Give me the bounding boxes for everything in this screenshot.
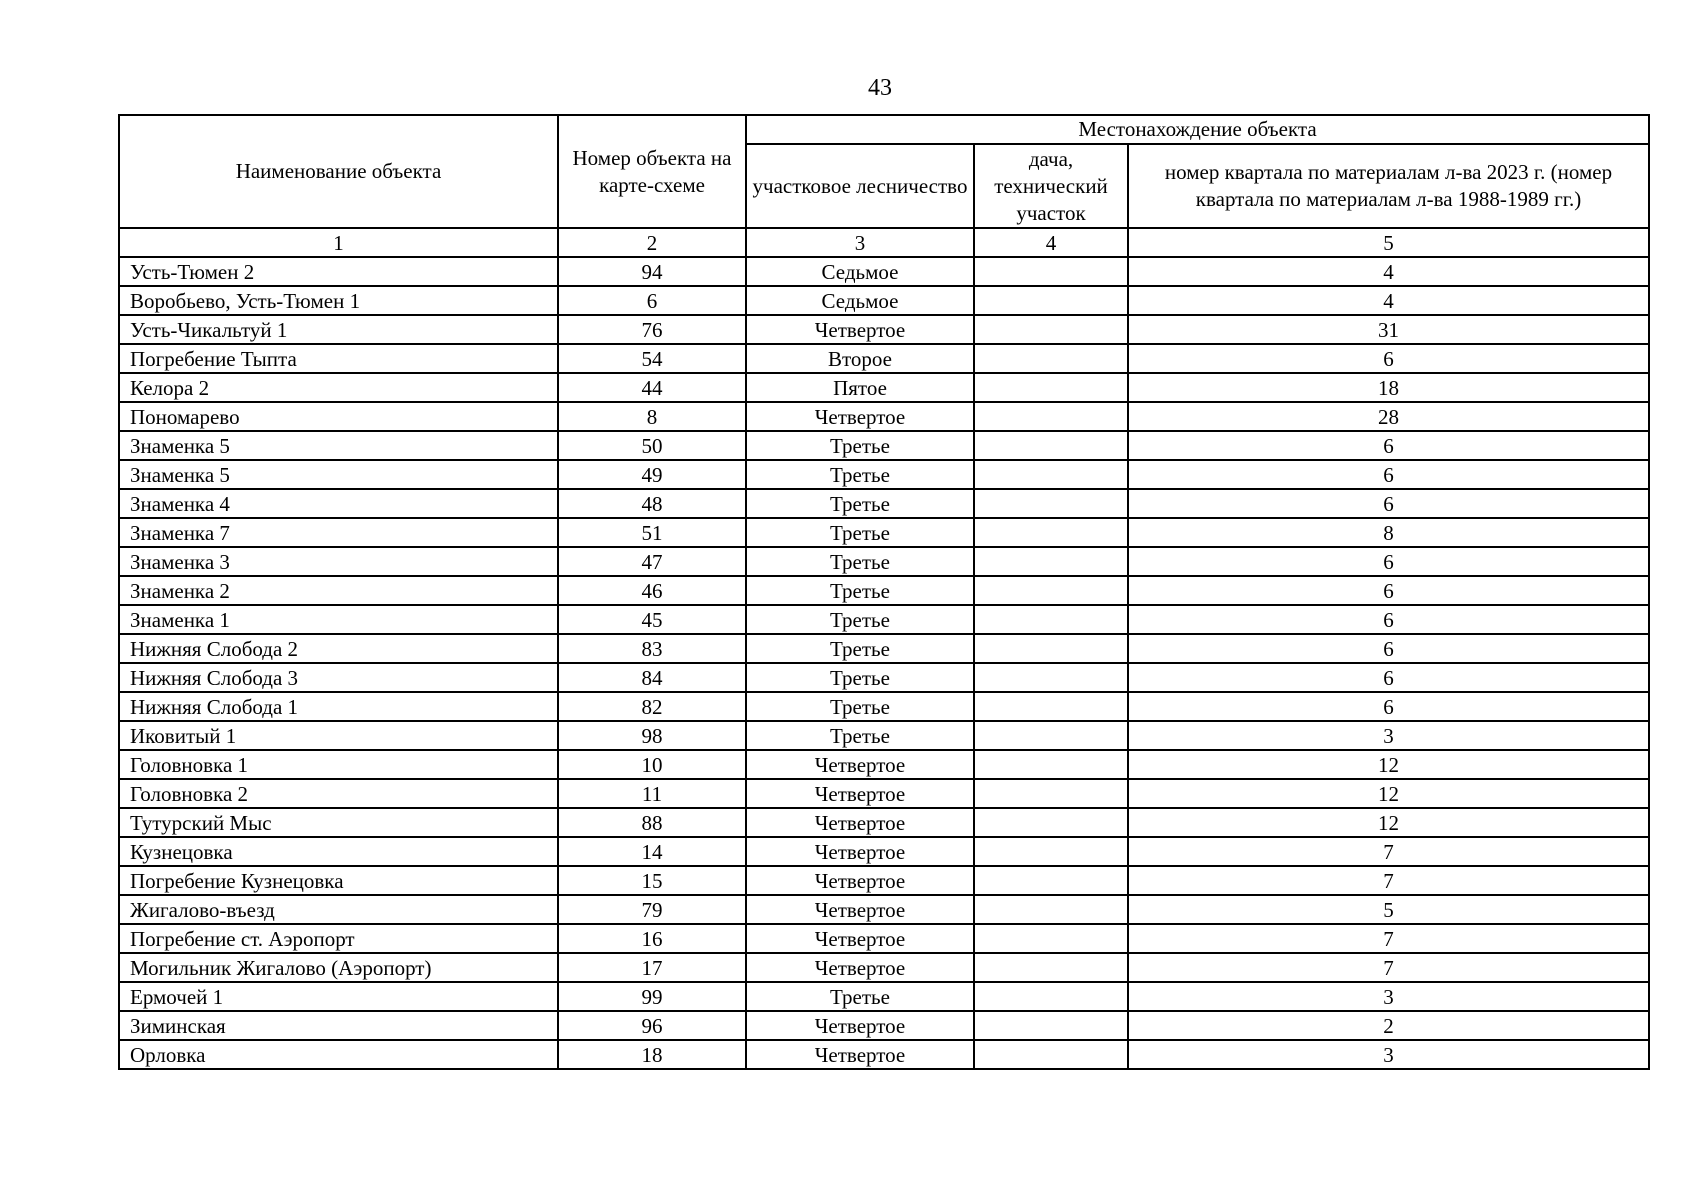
cell-quarter-number: 18 [1128,373,1649,402]
cell-forestry-district: Третье [746,489,974,518]
cell-forestry-district: Четвертое [746,1011,974,1040]
cell-object-name: Нижняя Слобода 1 [119,692,558,721]
cell-object-name: Воробьево, Усть-Тюмен 1 [119,286,558,315]
column-number: 3 [746,228,974,257]
cell-dacha [974,663,1128,692]
cell-object-name: Келора 2 [119,373,558,402]
cell-object-number: 17 [558,953,746,982]
cell-forestry-district: Четвертое [746,315,974,344]
table-row [119,750,1649,779]
table-row [119,982,1649,1011]
cell-quarter-number: 6 [1128,460,1649,489]
cell-forestry-district: Третье [746,634,974,663]
cell-object-name: Нижняя Слобода 2 [119,634,558,663]
cell-quarter-number: 6 [1128,605,1649,634]
cell-forestry-district: Третье [746,721,974,750]
table-header [119,115,1649,257]
table-row [119,373,1649,402]
cell-dacha [974,953,1128,982]
table-row [119,895,1649,924]
cell-object-number: 45 [558,605,746,634]
cell-forestry-district: Четвертое [746,924,974,953]
cell-quarter-number: 3 [1128,721,1649,750]
cell-forestry-district: Пятое [746,373,974,402]
table-row [119,315,1649,344]
cell-quarter-number: 7 [1128,924,1649,953]
cell-object-name: Кузнецовка [119,837,558,866]
table-row [119,1040,1649,1069]
cell-dacha [974,489,1128,518]
table-row [119,547,1649,576]
cell-quarter-number: 4 [1128,286,1649,315]
cell-object-number: 47 [558,547,746,576]
cell-object-number: 76 [558,315,746,344]
cell-object-name: Ермочей 1 [119,982,558,1011]
table-row [119,721,1649,750]
cell-quarter-number: 3 [1128,1040,1649,1069]
cell-dacha [974,518,1128,547]
cell-object-name: Могильник Жигалово (Аэропорт) [119,953,558,982]
cell-quarter-number: 5 [1128,895,1649,924]
table-row [119,837,1649,866]
cell-object-name: Погребение Тыпта [119,344,558,373]
cell-dacha [974,924,1128,953]
table-row [119,402,1649,431]
cell-forestry-district: Четвертое [746,895,974,924]
cell-quarter-number: 7 [1128,953,1649,982]
cell-dacha [974,982,1128,1011]
table-row [119,1011,1649,1040]
table-row [119,286,1649,315]
header-location: Местонахождение объекта [746,115,1649,144]
cell-quarter-number: 3 [1128,982,1649,1011]
cell-forestry-district: Четвертое [746,779,974,808]
cell-quarter-number: 31 [1128,315,1649,344]
table-row [119,460,1649,489]
cell-object-number: 16 [558,924,746,953]
cell-object-number: 79 [558,895,746,924]
cell-object-number: 14 [558,837,746,866]
cell-object-number: 10 [558,750,746,779]
table-row [119,779,1649,808]
cell-forestry-district: Третье [746,605,974,634]
cell-quarter-number: 6 [1128,431,1649,460]
cell-forestry-district: Третье [746,982,974,1011]
cell-object-name: Усть-Тюмен 2 [119,257,558,286]
cell-object-name: Знаменка 5 [119,431,558,460]
column-number: 5 [1128,228,1649,257]
cell-dacha [974,547,1128,576]
page-number: 43 [868,75,892,101]
cell-object-number: 51 [558,518,746,547]
cell-object-name: Погребение Кузнецовка [119,866,558,895]
cell-object-number: 54 [558,344,746,373]
cell-dacha [974,315,1128,344]
cell-object-name: Знаменка 4 [119,489,558,518]
header-quarter-number: номер квартала по материалам л-ва 2023 г. (номер квартала по материалам л-ва 1988-1989 гг.) [1128,144,1649,228]
cell-forestry-district: Четвертое [746,837,974,866]
cell-dacha [974,402,1128,431]
cell-forestry-district: Четвертое [746,808,974,837]
cell-quarter-number: 8 [1128,518,1649,547]
cell-dacha [974,373,1128,402]
cell-object-name: Нижняя Слобода 3 [119,663,558,692]
cell-forestry-district: Четвертое [746,402,974,431]
table-body [119,257,1649,1069]
cell-object-name: Знаменка 7 [119,518,558,547]
table-row [119,518,1649,547]
table-row [119,663,1649,692]
column-number-row [119,228,1649,257]
cell-quarter-number: 12 [1128,779,1649,808]
cell-object-name: Усть-Чикальтуй 1 [119,315,558,344]
table-row [119,605,1649,634]
cell-quarter-number: 6 [1128,576,1649,605]
cell-object-number: 84 [558,663,746,692]
cell-dacha [974,460,1128,489]
cell-quarter-number: 28 [1128,402,1649,431]
cell-object-number: 82 [558,692,746,721]
cell-object-number: 83 [558,634,746,663]
table-row [119,344,1649,373]
header-object-name: Наименование объекта [119,115,558,228]
cell-dacha [974,1040,1128,1069]
cell-object-name: Зиминская [119,1011,558,1040]
column-number: 2 [558,228,746,257]
cell-dacha [974,431,1128,460]
cell-quarter-number: 6 [1128,489,1649,518]
cell-dacha [974,257,1128,286]
cell-quarter-number: 4 [1128,257,1649,286]
cell-quarter-number: 12 [1128,808,1649,837]
cell-object-name: Тутурский Мыс [119,808,558,837]
cell-object-name: Иковитый 1 [119,721,558,750]
table-row [119,692,1649,721]
cell-quarter-number: 6 [1128,547,1649,576]
cell-dacha [974,750,1128,779]
cell-dacha [974,808,1128,837]
cell-object-number: 94 [558,257,746,286]
cell-forestry-district: Второе [746,344,974,373]
cell-forestry-district: Третье [746,460,974,489]
cell-object-name: Пономарево [119,402,558,431]
cell-object-number: 48 [558,489,746,518]
cell-object-name: Знаменка 3 [119,547,558,576]
cell-dacha [974,344,1128,373]
cell-object-name: Погребение ст. Аэропорт [119,924,558,953]
cell-forestry-district: Третье [746,663,974,692]
cell-dacha [974,721,1128,750]
cell-object-number: 8 [558,402,746,431]
cell-dacha [974,866,1128,895]
table-row [119,953,1649,982]
cell-object-name: Орловка [119,1040,558,1069]
cell-quarter-number: 6 [1128,634,1649,663]
cell-dacha [974,1011,1128,1040]
cell-forestry-district: Четвертое [746,953,974,982]
cell-object-number: 44 [558,373,746,402]
cell-object-name: Знаменка 5 [119,460,558,489]
table-row [119,576,1649,605]
cell-forestry-district: Третье [746,547,974,576]
cell-dacha [974,605,1128,634]
cell-object-number: 88 [558,808,746,837]
objects-table [118,114,1650,1070]
cell-quarter-number: 2 [1128,1011,1649,1040]
cell-dacha [974,837,1128,866]
cell-dacha [974,634,1128,663]
cell-quarter-number: 6 [1128,344,1649,373]
cell-dacha [974,576,1128,605]
cell-object-number: 15 [558,866,746,895]
cell-dacha [974,895,1128,924]
header-dacha: дача, технический участок [974,144,1128,228]
header-object-number: Номер объекта на карте-схеме [558,115,746,228]
table-row [119,431,1649,460]
cell-object-number: 11 [558,779,746,808]
cell-dacha [974,692,1128,721]
cell-object-number: 99 [558,982,746,1011]
cell-object-name: Знаменка 2 [119,576,558,605]
table-row [119,634,1649,663]
cell-forestry-district: Третье [746,692,974,721]
header-forestry-district: участковое лесничество [746,144,974,228]
cell-forestry-district: Четвертое [746,1040,974,1069]
table-row [119,257,1649,286]
cell-object-name: Головновка 1 [119,750,558,779]
cell-quarter-number: 7 [1128,837,1649,866]
cell-forestry-district: Четвертое [746,866,974,895]
column-number: 4 [974,228,1128,257]
cell-forestry-district: Третье [746,431,974,460]
table-row [119,489,1649,518]
table-row [119,866,1649,895]
cell-object-name: Жигалово-въезд [119,895,558,924]
cell-forestry-district: Третье [746,518,974,547]
cell-dacha [974,779,1128,808]
cell-forestry-district: Третье [746,576,974,605]
cell-object-number: 98 [558,721,746,750]
cell-quarter-number: 6 [1128,663,1649,692]
cell-object-number: 50 [558,431,746,460]
cell-quarter-number: 7 [1128,866,1649,895]
cell-forestry-district: Седьмое [746,286,974,315]
cell-object-number: 6 [558,286,746,315]
table-row [119,924,1649,953]
cell-object-number: 96 [558,1011,746,1040]
cell-forestry-district: Четвертое [746,750,974,779]
cell-object-name: Знаменка 1 [119,605,558,634]
cell-object-name: Головновка 2 [119,779,558,808]
cell-forestry-district: Седьмое [746,257,974,286]
column-number: 1 [119,228,558,257]
cell-dacha [974,286,1128,315]
cell-object-number: 46 [558,576,746,605]
cell-object-number: 49 [558,460,746,489]
cell-object-number: 18 [558,1040,746,1069]
cell-quarter-number: 12 [1128,750,1649,779]
cell-quarter-number: 6 [1128,692,1649,721]
table-row [119,808,1649,837]
